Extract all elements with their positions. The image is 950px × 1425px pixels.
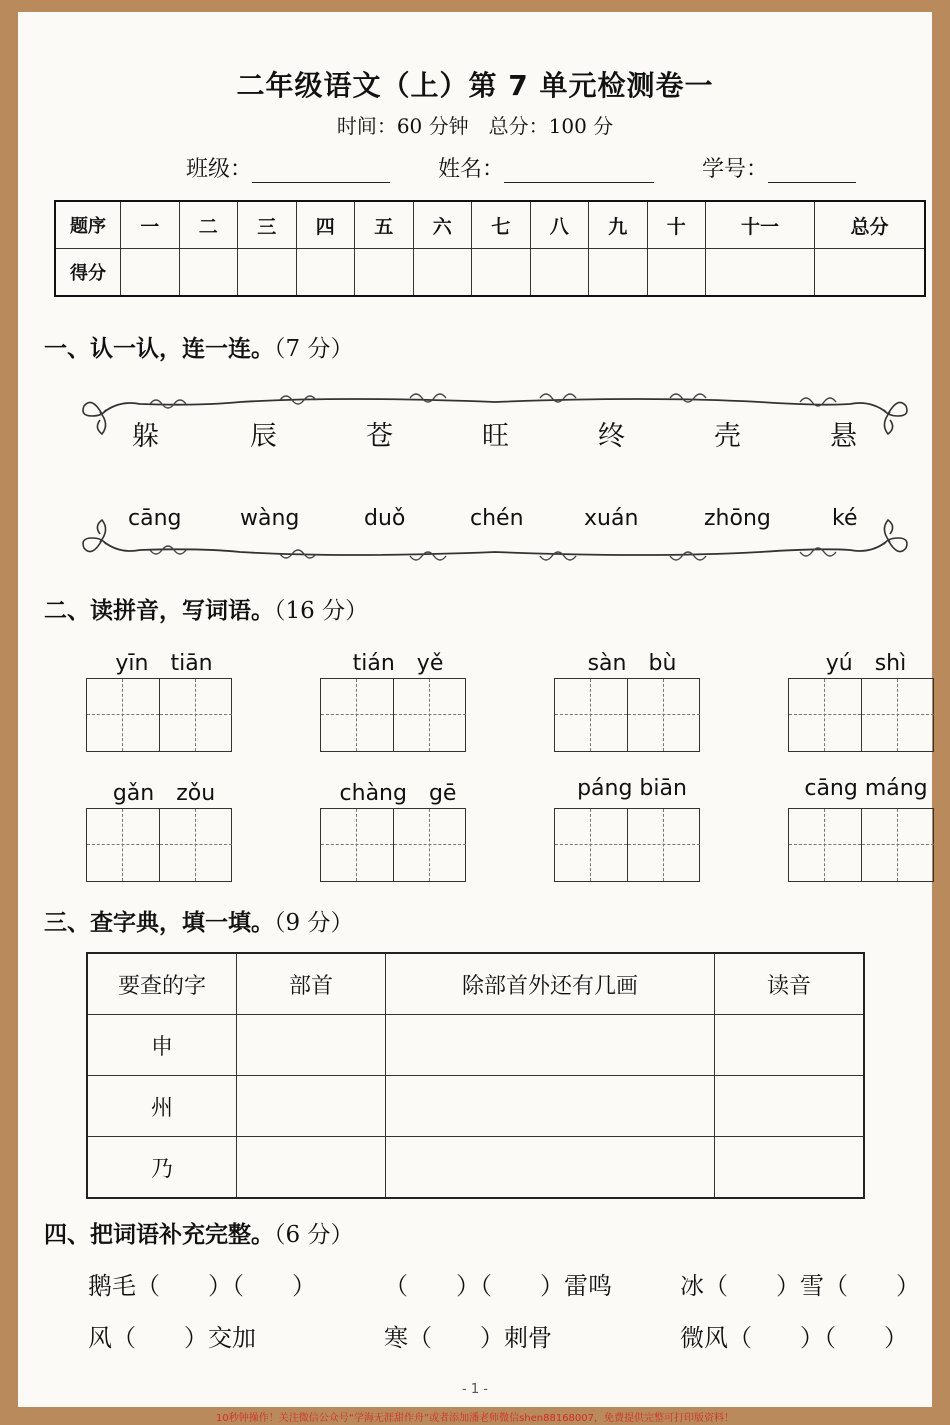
col-header: 要查的字 — [87, 953, 237, 1015]
score-col: 九 — [589, 201, 648, 249]
section1-heading — [44, 330, 353, 363]
col-header: 除部首外还有几画 — [386, 953, 715, 1015]
score-cell[interactable] — [589, 249, 648, 297]
pinyin-7[interactable]: ké — [832, 506, 858, 531]
page-number: - 1 - — [462, 1382, 488, 1397]
score-col: 十 — [647, 201, 706, 249]
dictionary-header-row — [87, 953, 864, 1015]
pinyin-2[interactable]: wàng — [240, 506, 300, 531]
pinyin-4[interactable]: chén — [470, 506, 524, 531]
word-pinyin-4: yú shì — [825, 651, 907, 676]
score-cell[interactable] — [706, 249, 815, 297]
table-row — [87, 1076, 864, 1137]
writing-grid-5[interactable] — [86, 808, 232, 882]
score-value-row — [55, 249, 925, 297]
score-cell[interactable] — [179, 249, 238, 297]
writing-grid-7[interactable] — [554, 808, 700, 882]
score-cell[interactable] — [647, 249, 706, 297]
section1-points: （7 分） — [274, 336, 354, 362]
char-1[interactable]: 躲 — [132, 421, 159, 452]
section1-title: 一、认一认，连一连。 — [44, 336, 274, 362]
answer-cell[interactable] — [386, 1076, 715, 1137]
writing-grid-1[interactable] — [86, 678, 232, 752]
writing-grid-4[interactable] — [788, 678, 934, 752]
answer-cell[interactable] — [386, 1015, 715, 1076]
char-4[interactable]: 旺 — [482, 421, 509, 452]
score-col: 三 — [238, 201, 297, 249]
score-col: 六 — [413, 201, 472, 249]
number-label: 学号： — [702, 157, 769, 182]
number-field — [702, 152, 856, 183]
score-cell[interactable] — [472, 249, 531, 297]
section4-points: （6 分） — [274, 1222, 354, 1248]
class-blank[interactable] — [252, 158, 390, 183]
idiom-item-4[interactable]: 风（ ）交加 — [88, 1324, 256, 1352]
score-col: 二 — [179, 201, 238, 249]
time-and-score: 时间：60 分钟 总分：100 分 — [336, 114, 614, 138]
score-row-label: 题序 — [55, 201, 121, 249]
score-col: 十一 — [706, 201, 815, 249]
word-pinyin-5: gǎn zǒu — [112, 781, 216, 806]
score-cell[interactable] — [815, 249, 926, 297]
writing-grid-6[interactable] — [320, 808, 466, 882]
score-col: 七 — [472, 201, 531, 249]
char-6[interactable]: 壳 — [714, 421, 741, 452]
section2-title: 二、读拼音，写词语。 — [44, 598, 274, 624]
word-pinyin-6: chàng gē — [339, 781, 457, 806]
name-field — [438, 152, 654, 183]
idiom-item-3[interactable]: 冰（ ）雪（ ） — [680, 1272, 920, 1300]
answer-cell[interactable] — [237, 1076, 386, 1137]
score-cell[interactable] — [296, 249, 355, 297]
section2-heading — [44, 592, 368, 625]
name-label: 姓名： — [438, 157, 505, 182]
idiom-item-6[interactable]: 微风（ ）（ ） — [680, 1324, 908, 1352]
score-cell[interactable] — [530, 249, 589, 297]
table-row — [87, 1015, 864, 1076]
section3-points: （9 分） — [274, 910, 354, 936]
section3-title: 三、查字典，填一填。 — [44, 910, 274, 936]
section4-title: 四、把词语补充完整。 — [44, 1222, 274, 1248]
word-pinyin-3: sàn bù — [587, 651, 677, 676]
answer-cell[interactable] — [386, 1137, 715, 1199]
char-3[interactable]: 苍 — [366, 421, 393, 452]
table-row — [87, 1137, 864, 1199]
page-title: 二年级语文（上）第 7 单元检测卷一 — [236, 69, 714, 102]
worksheet-page — [18, 12, 932, 1407]
score-cell[interactable] — [238, 249, 297, 297]
lookup-char: 申 — [87, 1015, 237, 1076]
pinyin-1[interactable]: cāng — [128, 506, 182, 531]
dictionary-table — [86, 952, 865, 1199]
char-7[interactable]: 悬 — [830, 421, 857, 452]
pinyin-6[interactable]: zhōng — [704, 506, 771, 531]
section2-points: （16 分） — [274, 598, 369, 624]
char-2[interactable]: 辰 — [250, 421, 277, 452]
writing-grid-8[interactable] — [788, 808, 934, 882]
name-blank[interactable] — [504, 158, 654, 183]
char-5[interactable]: 终 — [598, 421, 625, 452]
idiom-item-5[interactable]: 寒（ ）刺骨 — [384, 1324, 552, 1352]
number-blank[interactable] — [768, 158, 856, 183]
answer-cell[interactable] — [237, 1137, 386, 1199]
lookup-char: 乃 — [87, 1137, 237, 1199]
writing-grid-2[interactable] — [320, 678, 466, 752]
idiom-item-1[interactable]: 鹅毛（ ）（ ） — [88, 1272, 316, 1300]
word-pinyin-1: yīn tiān — [115, 651, 213, 676]
answer-cell[interactable] — [715, 1015, 865, 1076]
score-col: 四 — [296, 201, 355, 249]
score-header-row — [55, 201, 925, 249]
col-header: 部首 — [237, 953, 386, 1015]
score-col: 总分 — [815, 201, 926, 249]
score-cell[interactable] — [355, 249, 414, 297]
vine-border-bottom-icon — [80, 514, 910, 578]
score-table — [54, 200, 926, 297]
section3-heading — [44, 904, 353, 937]
pinyin-3[interactable]: duǒ — [364, 506, 406, 531]
score-cell[interactable] — [413, 249, 472, 297]
writing-grid-3[interactable] — [554, 678, 700, 752]
answer-cell[interactable] — [715, 1076, 865, 1137]
pinyin-5[interactable]: xuán — [584, 506, 639, 531]
word-pinyin-8: cāng máng — [804, 776, 928, 801]
word-pinyin-2: tián yě — [352, 651, 444, 676]
score-col: 五 — [355, 201, 414, 249]
class-label: 班级： — [186, 157, 253, 182]
answer-cell[interactable] — [237, 1015, 386, 1076]
section4-heading — [44, 1216, 353, 1249]
lookup-char: 州 — [87, 1076, 237, 1137]
score-row-label: 得分 — [55, 249, 121, 297]
class-field — [186, 152, 390, 183]
col-header: 读音 — [715, 953, 865, 1015]
score-col: 一 — [121, 201, 180, 249]
score-col: 八 — [530, 201, 589, 249]
idiom-item-2[interactable]: （ ）（ ）雷鸣 — [384, 1272, 612, 1300]
score-cell[interactable] — [121, 249, 180, 297]
word-pinyin-7: páng biān — [577, 776, 687, 801]
promo-footer: 10秒钟操作！关注微信公众号“学海无涯甜作舟”或者添加潘老师微信shen88168007，免费提供完整可打印版资料！ — [215, 1413, 735, 1424]
answer-cell[interactable] — [715, 1137, 865, 1199]
